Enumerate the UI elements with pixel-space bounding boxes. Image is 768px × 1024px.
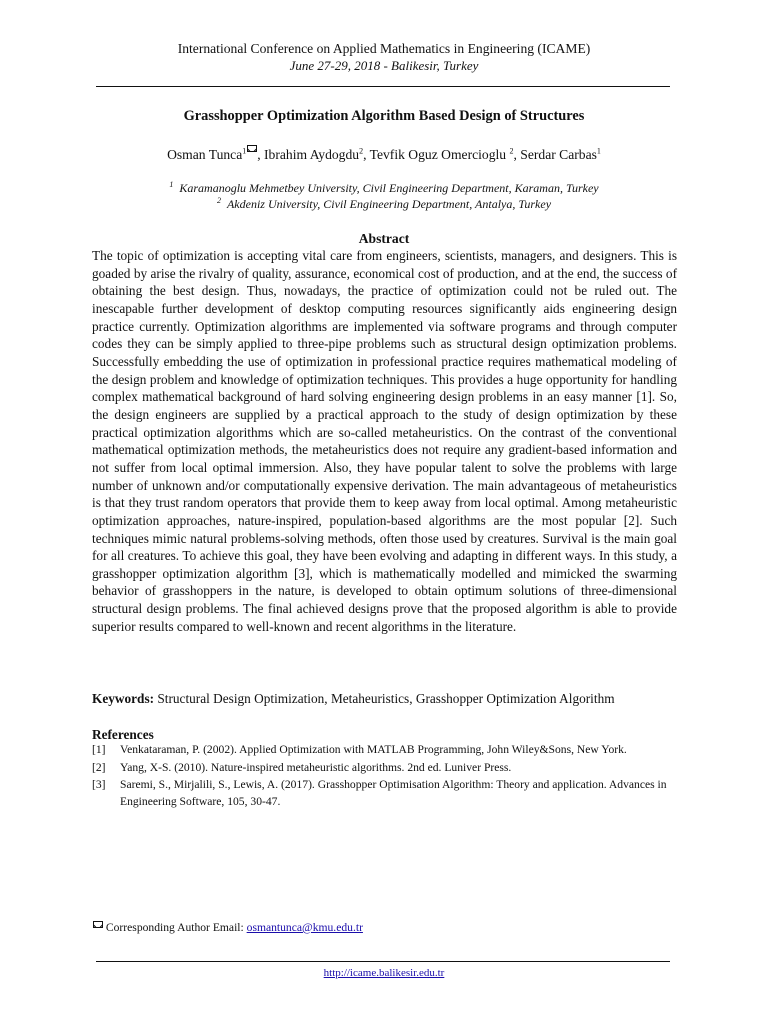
paper-title: Grasshopper Optimization Algorithm Based Design of Structures bbox=[183, 108, 585, 124]
affiliation-mark: 2 bbox=[216, 196, 221, 205]
affiliation-text: Akdeniz University, Civil Engineering Department, Antalya, Turkey bbox=[226, 197, 552, 211]
author-name: Serdar Carbas bbox=[520, 147, 597, 162]
conference-date-location: June 27-29, 2018 - Balikesir, Turkey bbox=[289, 58, 479, 73]
reference-number: [1] bbox=[92, 743, 106, 756]
author-name: Osman Tunca bbox=[167, 147, 243, 162]
abstract-body: The topic of optimization is accepting vital care from engineers, scientists, managers, and designers. This is goaded by arise the rivalry of quality, assurance, economical cost of production, and at the end, the success of obtaining the best design. Thus, nowadays, the practice of optimization could not be ruled out. The inescapable further development of desktop computing resources significantly aids engineering design practice currently. Optimization algorithms are implemented via software programs and through computer codes they can be simply applied to three-pipe problems such as structural design optimization problems. Successfully embedding the use of optimization in professional practice requires mathematical modeling of the design problem and knowledge of optimization techniques. This provides a huge opportunity for handling complex mathematical background of hard solving engineering design problems in an easy manner [1]. So, the design engineers are supplied by a practical approach to the study of design optimization by these practical optimization algorithms which are so-called metaheuristics. On the contrast of the conventional mathematical optimization methods, the metaheuristics does not require any gradient-based information and not suffer from local optimal immersion. Also, they have popular talent to solve the problems with large number of unknown and/or computationally expensive derivation. The main advantageous of metaheuristics is that they trust random operators that provide them to keep away from local optimal. Among metaheuristic optimization approaches, nature-inspired, population-based algorithms are the most popular [2]. Such techniques mimic natural problems-solving methods, often those used by creatures. Survival is the main goal for all creatures. To achieve this goal, they have been evolving and adapting in different ways. In this study, a grasshopper optimization algorithm [3], which is mathematically modelled and mimicked the swarming behavior of grasshoppers in the nature, is developed to obtain optimum solutions of three-dimensional structural design problems. The final achieved designs prove that the proposed algorithm is able to provide superior results compared to well-known and recent algorithms in the literature. bbox=[92, 248, 677, 634]
corresponding-author-footnote bbox=[92, 920, 363, 936]
keywords-text: Structural Design Optimization, Metaheuristics, Grasshopper Optimization Algorithm bbox=[157, 691, 615, 706]
keywords-line bbox=[92, 690, 677, 707]
affiliation-line bbox=[0, 196, 768, 212]
reference-item bbox=[92, 777, 677, 810]
reference-number: [2] bbox=[92, 760, 106, 774]
references-list bbox=[92, 742, 677, 811]
conference-website-link[interactable]: http://icame.balikesir.edu.tr bbox=[323, 967, 445, 979]
affiliation-line bbox=[0, 180, 768, 196]
keywords-label: Keywords: bbox=[92, 691, 155, 706]
author-affiliation-mark: 1 bbox=[596, 146, 601, 156]
envelope-icon bbox=[247, 145, 257, 152]
author-name: Tevfik Oguz Omercioglu bbox=[369, 147, 507, 162]
reference-text: Saremi, S., Mirjalili, S., Lewis, A. (2017). Grasshopper Optimisation Algorithm: Theory and application. Advances in Engineering Software, 105, 30-47. bbox=[120, 778, 667, 808]
footnote-label: Corresponding Author Email: bbox=[105, 921, 244, 934]
affiliation-mark: 1 bbox=[169, 180, 174, 189]
author-list: Osman Tunca$^1$ , Ibrahim Aydogdu$^2$, Tevfik Oguz Omercioglu $^2$, Serdar Carbas$^1$ bbox=[167, 146, 601, 162]
reference-number: [3] bbox=[92, 778, 106, 791]
reference-item bbox=[92, 742, 677, 759]
author-affiliation-mark: 2 bbox=[359, 146, 364, 156]
author-affiliation-mark: 2 bbox=[509, 146, 514, 156]
header-divider bbox=[96, 86, 670, 87]
reference-item bbox=[92, 760, 677, 777]
conference-title: International Conference on Applied Mathematics in Engineering (ICAME) bbox=[177, 41, 591, 56]
abstract-heading: Abstract bbox=[358, 231, 410, 246]
footer bbox=[0, 966, 768, 980]
author-affiliation-mark: 1 bbox=[242, 146, 247, 156]
references-heading: References bbox=[92, 727, 154, 742]
author-name: Ibrahim Aydogdu bbox=[264, 147, 360, 162]
reference-text: Venkataraman, P. (2002). Applied Optimization with MATLAB Programming, John Wiley&Sons, New York. bbox=[120, 743, 627, 756]
reference-text: Yang, X-S. (2010). Nature-inspired metaheuristic algorithms. 2nd ed. Luniver Press. bbox=[120, 760, 512, 774]
envelope-icon bbox=[93, 921, 103, 928]
affiliation-text: Karamanoglu Mehmetbey University, Civil Engineering Department, Karaman, Turkey bbox=[179, 181, 599, 195]
author-email-link[interactable]: osmantunca@kmu.edu.tr bbox=[246, 921, 363, 934]
footer-divider bbox=[96, 961, 670, 962]
